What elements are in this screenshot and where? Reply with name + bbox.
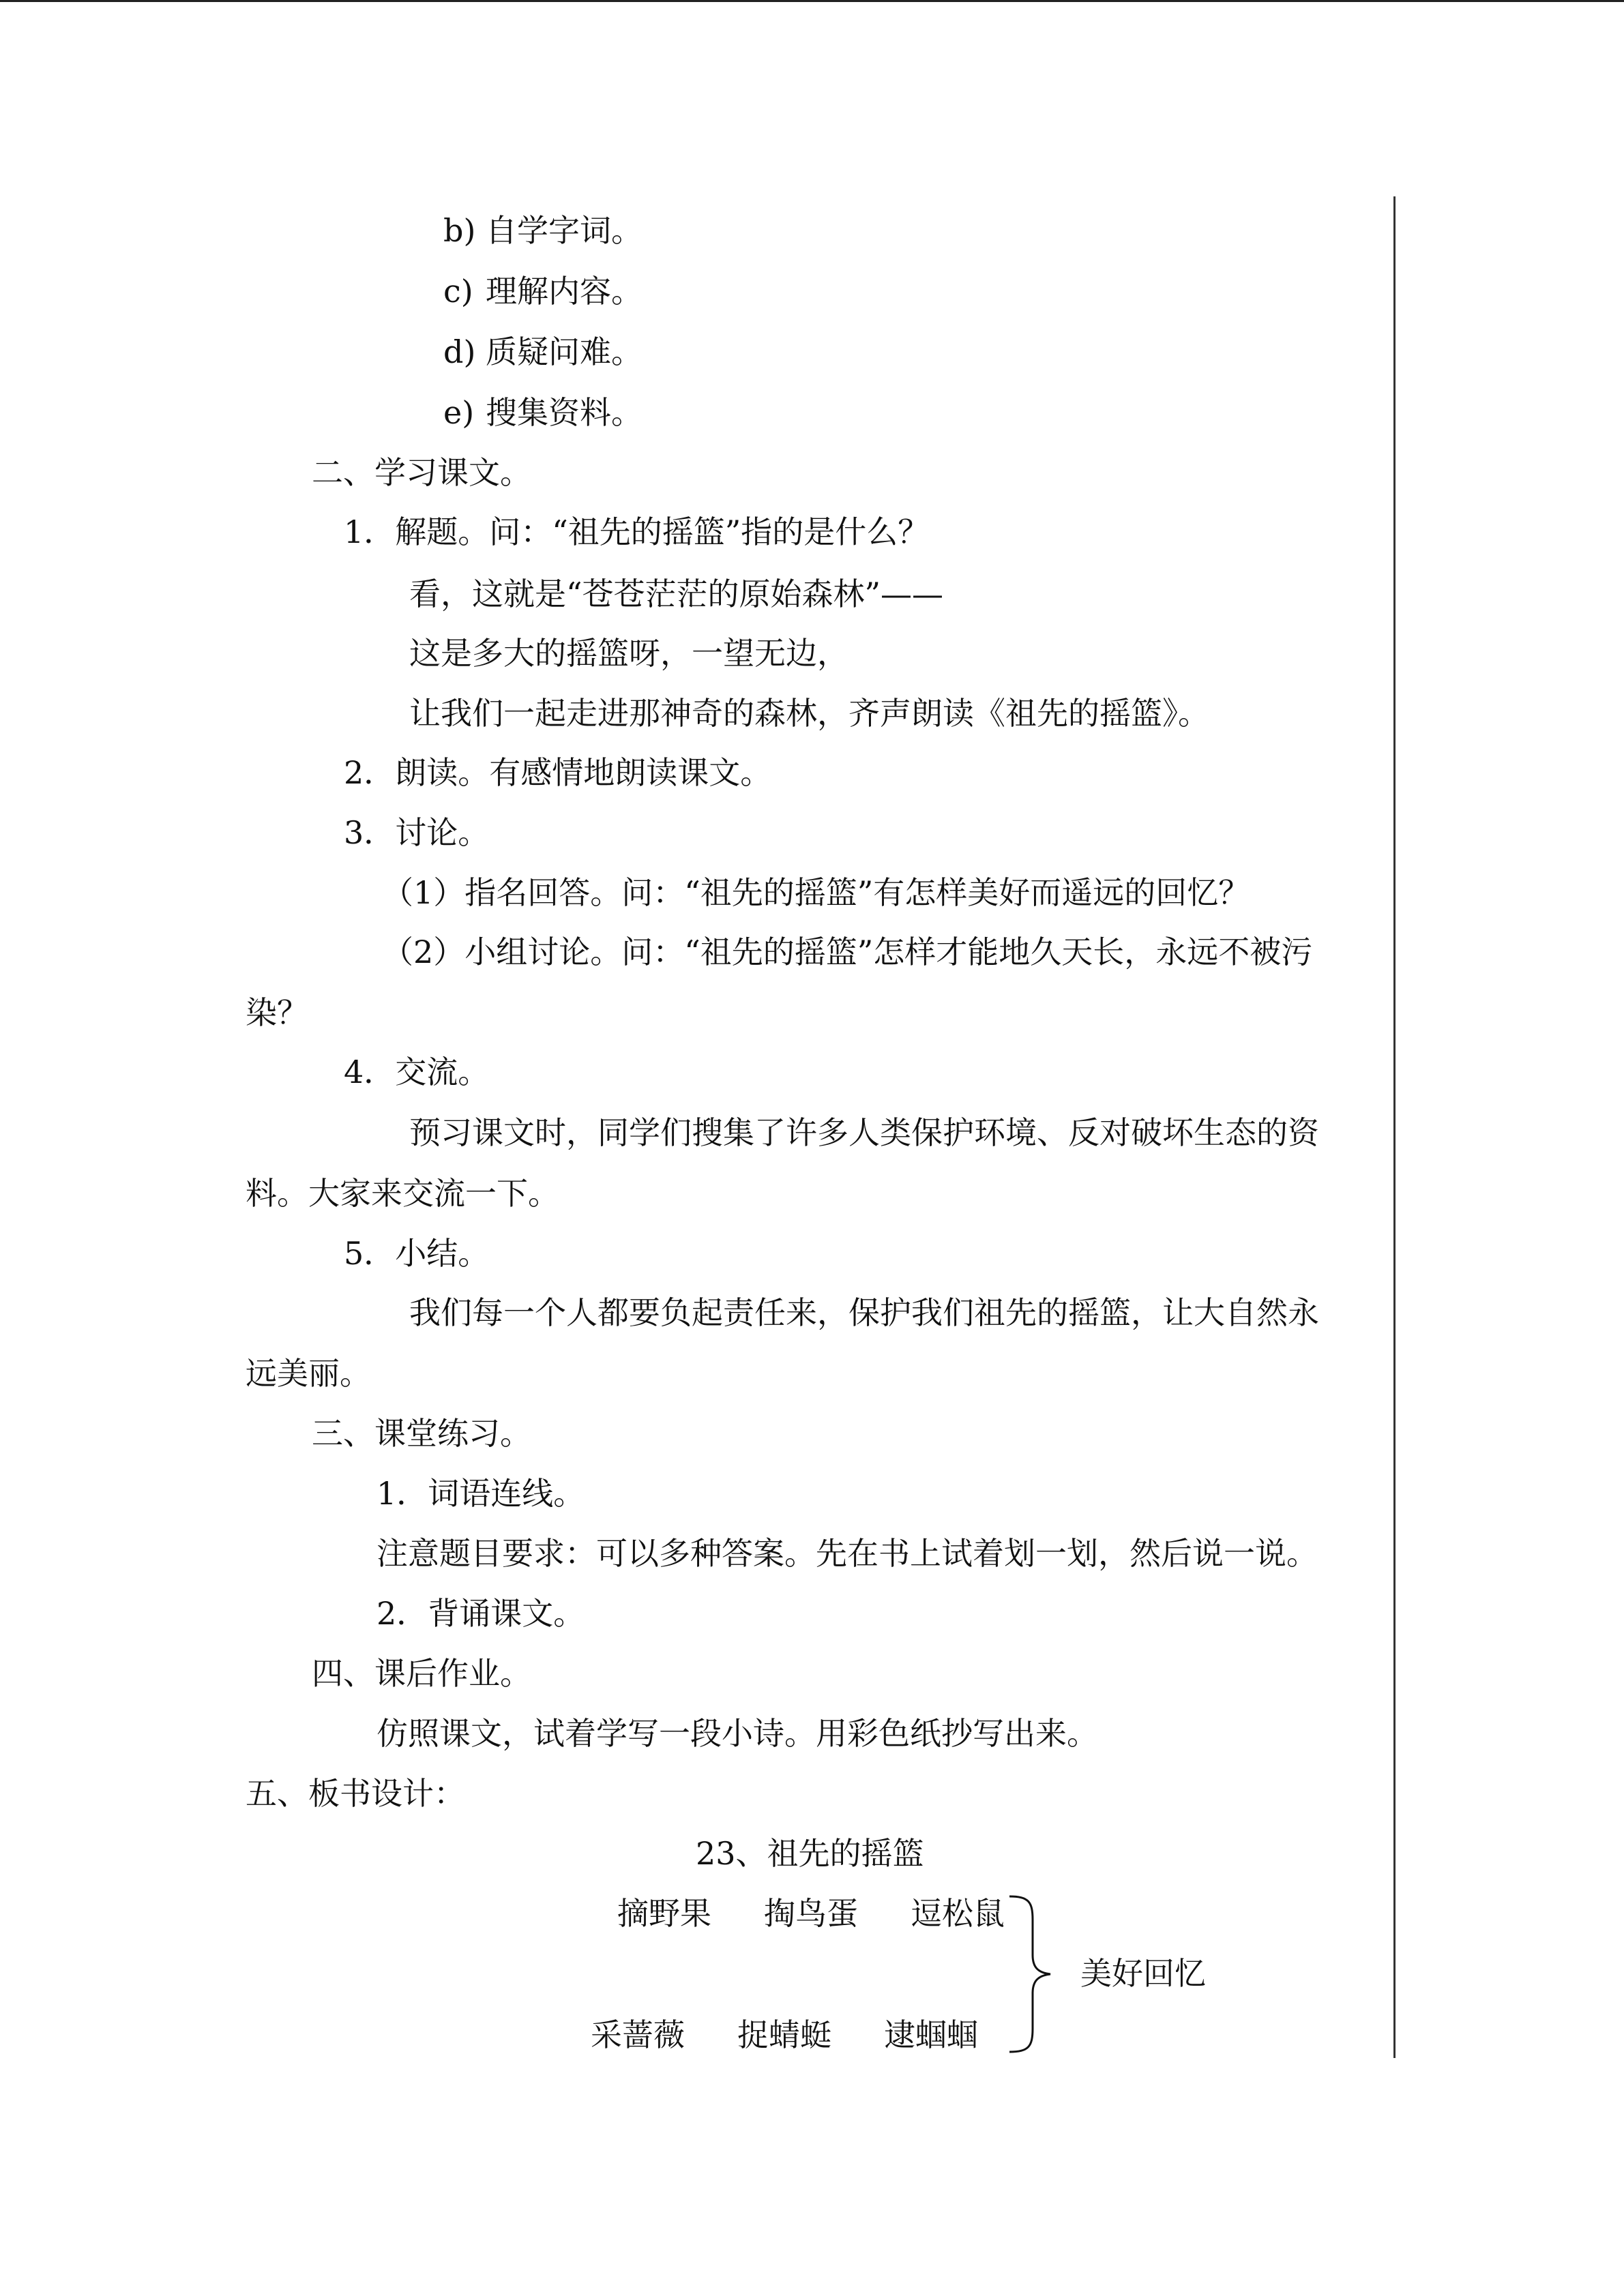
- section3-heading: 三、课堂练习。: [312, 1415, 531, 1452]
- prep-item-text: 质疑问难。: [486, 333, 643, 370]
- board-item: 摘野果: [617, 1895, 711, 1932]
- board-title: 23、祖先的摇篮: [696, 1835, 924, 1872]
- homework-text: 仿照课文，试着学写一段小诗。用彩色纸抄写出来。: [377, 1715, 1098, 1752]
- prep-item-tag: e): [443, 394, 475, 431]
- step3-title: 3．讨论。: [344, 814, 490, 851]
- step3-question1: （1）指名回答。问：“祖先的摇篮”有怎样美好而遥远的回忆？: [382, 874, 1250, 911]
- section5-heading: 五、板书设计：: [246, 1775, 465, 1812]
- prep-item-d: [443, 333, 643, 371]
- step4-paragraph-cont: 料。大家来交流一下。: [246, 1175, 559, 1212]
- step3-question2: （2）小组讨论。问：“祖先的摇篮”怎样才能地久天长，永远不被污: [382, 934, 1313, 970]
- board-item: 采蔷薇: [591, 2016, 685, 2053]
- section4-heading: 四、课后作业。: [312, 1655, 531, 1692]
- prep-item-tag: b): [443, 212, 476, 249]
- step1-line3: 让我们一起走进那神奇的森林，齐声朗读《祖先的摇篮》。: [409, 695, 1209, 732]
- step5-title: 5．小结。: [344, 1235, 490, 1272]
- step4-paragraph: 预习课文时，同学们搜集了许多人类保护环境、反对破坏生态的资: [409, 1114, 1319, 1151]
- step1-line2: 这是多大的摇篮呀，一望无边，: [409, 635, 848, 672]
- prep-item-e: [443, 393, 643, 432]
- board-item: 掏鸟蛋: [764, 1895, 858, 1932]
- prep-item-c: [443, 272, 643, 310]
- prep-item-text: 搜集资料。: [486, 394, 643, 431]
- page-top-border: [0, 0, 1624, 2]
- step5-paragraph: 我们每一个人都要负起责任来，保护我们祖先的摇篮，让大自然永: [409, 1294, 1319, 1331]
- right-margin-rule: [1393, 196, 1396, 2058]
- prep-item-tag: c): [443, 273, 473, 310]
- exercise2-title: 2．背诵课文。: [377, 1595, 585, 1632]
- prep-item-b: [443, 211, 643, 250]
- prep-item-tag: d): [443, 333, 476, 370]
- board-item: 逮蝈蝈: [884, 2016, 978, 2053]
- curly-brace-icon: [1008, 1892, 1063, 2056]
- prep-item-text: 理解内容。: [486, 273, 643, 310]
- board-item: 逗松鼠: [911, 1895, 1005, 1932]
- prep-item-text: 自学字词。: [486, 212, 643, 249]
- board-item: 捉蜻蜓: [737, 2016, 831, 2053]
- section2-heading: 二、学习课文。: [312, 454, 531, 491]
- board-summary: 美好回忆: [1080, 1955, 1206, 1992]
- exercise1-title: 1．词语连线。: [377, 1475, 585, 1512]
- exercise1-note: 注意题目要求：可以多种答案。先在书上试着划一划，然后说一说。: [377, 1535, 1318, 1572]
- step3-question2-cont: 染？: [246, 994, 308, 1031]
- step1-title: 1．解题。问：“祖先的摇篮”指的是什么？: [344, 513, 930, 550]
- step2-title: 2．朗读。有感情地朗读课文。: [344, 754, 772, 791]
- step5-paragraph-cont: 远美丽。: [246, 1355, 371, 1392]
- step1-line1: 看，这就是“苍苍茫茫的原始森林”——: [409, 576, 944, 612]
- step4-title: 4．交流。: [344, 1054, 490, 1090]
